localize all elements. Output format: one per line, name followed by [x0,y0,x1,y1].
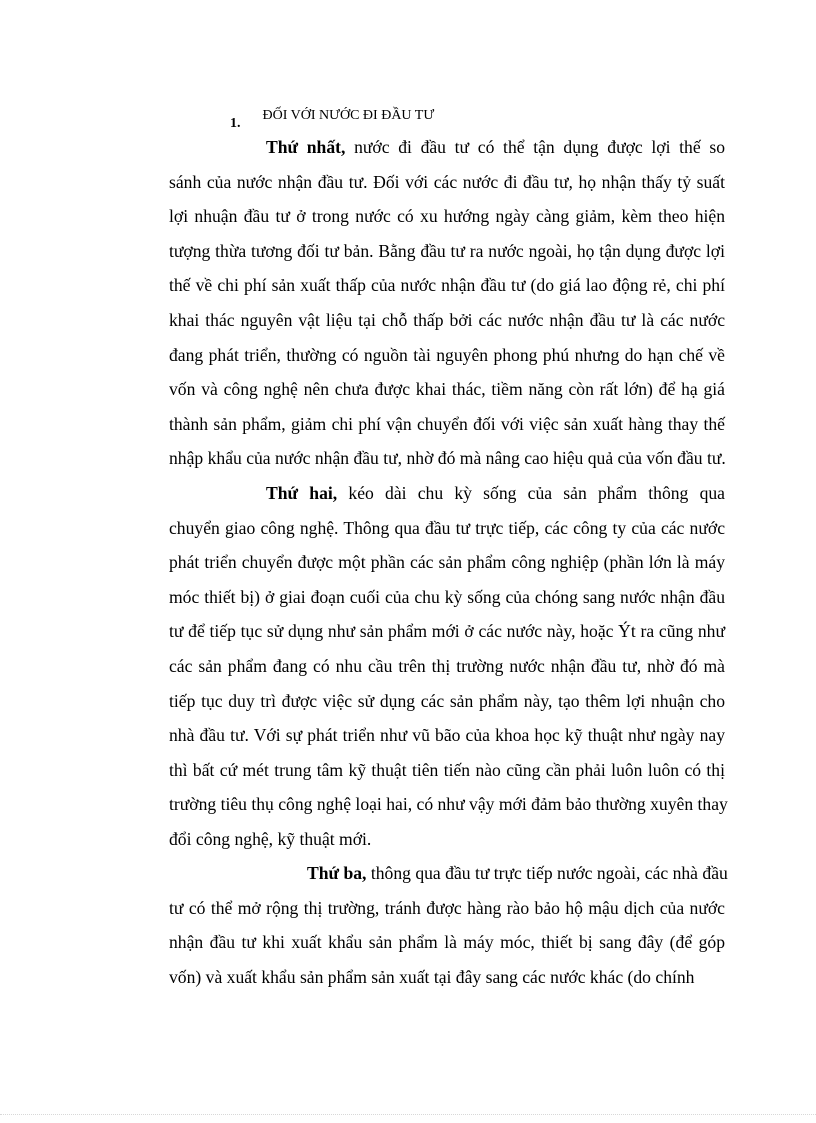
paragraph-line: thành sản phẩm, giảm chi phí vận chuyển đối với việc sản xuất hàng thay thế [169,413,725,434]
paragraph-thu-hai [169,476,728,857]
page-bottom-border [0,1113,816,1115]
paragraph-line: nhập khẩu của nước nhận đầu tư, nhờ đó mà nâng cao hiệu quả của vốn đầu tư. [169,448,726,469]
paragraph-line: thì bất cứ mét trung tâm kỹ thuật tiên tiến nào cũng cần phải luôn luôn có thị [169,759,725,780]
paragraph-line: Thứ nhất, nước đi đầu tư có thể tận dụng được lợi thế so [266,137,725,157]
paragraph-line: Thứ hai, kéo dài chu kỳ sống của sản phẩm thông qua [266,483,725,503]
paragraph-line: các sản phẩm đang có nhu cầu trên thị trường nước nhận đầu tư, nhờ đó mà [169,655,725,676]
paragraph-line: thế về chi phí sản xuất thấp của nước nhận đầu tư (do giá lao động rẻ, chi phí [169,275,725,296]
paragraph-line: tư có thể mở rộng thị trường, tránh được hàng rào bảo hộ mậu dịch của nước [169,897,725,918]
paragraph-line: đang phát triển, thường có nguồn tài nguyên phong phú nhưng do hạn chế về [169,344,725,365]
paragraph-line: trường tiêu thụ công nghệ loại hai, có như vậy mới đảm bảo thường xuyên thay [169,794,728,815]
section-number: 1. [230,116,241,131]
paragraph-line: tư để tiếp tục sử dụng như sản phẩm mới ở các nước này, hoặc Ýt ra cũng như [169,621,725,642]
paragraph-line: vốn và công nghệ nên chưa được khai thác, tiềm năng còn rất lớn) để hạ giá [169,379,725,400]
section-heading [230,106,435,131]
paragraph-line: nhà đầu tư. Với sự phát triển như vũ bão của khoa học kỹ thuật như ngày nay [169,725,725,746]
paragraph-line: nhận đầu tư khi xuất khẩu sản phẩm là máy móc, thiết bị sang đây (để góp [169,932,725,953]
paragraph-line: chuyển giao công nghệ. Thông qua đầu tư trực tiếp, các công ty của các nước [169,517,725,538]
paragraph-line: phát triển chuyển được một phần các sản phẩm công nghiệp (phần lớn là máy [169,552,725,573]
paragraph-line: lợi nhuận đầu tư ở trong nước có xu hướng ngày càng giảm, kèm theo hiện [169,206,725,227]
section-title: ĐỐI VỚI NƯỚC ĐI ĐẦU TƯ [262,108,435,123]
paragraph-line: tiếp tục duy trì được việc sử dụng các sản phẩm này, tạo thêm lợi nhuận cho [169,690,725,711]
paragraph-lead: Thứ hai, [266,483,338,503]
paragraph-line: móc thiết bị) ở giai đoạn cuối của chu kỳ sống của chóng sang nước nhận đầu [169,586,725,607]
paragraph-lead: Thứ nhất, [266,137,346,157]
paragraph-line: khai thác nguyên vật liệu tại chỗ thấp bởi các nước nhận đầu tư là các nước [169,309,725,330]
paragraph-line: đổi công nghệ, kỹ thuật mới. [169,828,372,849]
paragraph-line: sánh của nước nhận đầu tư. Đối với các nước đi đầu tư, họ nhận thấy tỷ suất [169,171,725,192]
paragraph-line: vốn) và xuất khẩu sản phẩm sản xuất tại đây sang các nước khác (do chính [169,966,695,987]
paragraph-line: Thứ ba, thông qua đầu tư trực tiếp nước ngoài, các nhà đầu [307,863,728,883]
paragraph-line: tượng thừa tương đối tư bản. Bằng đầu tư ra nước ngoài, họ tận dụng được lợi [169,240,725,261]
paragraph-lead: Thứ ba, [307,863,367,883]
paragraph-thu-ba [169,856,728,994]
paragraph-thu-nhat [169,130,725,476]
